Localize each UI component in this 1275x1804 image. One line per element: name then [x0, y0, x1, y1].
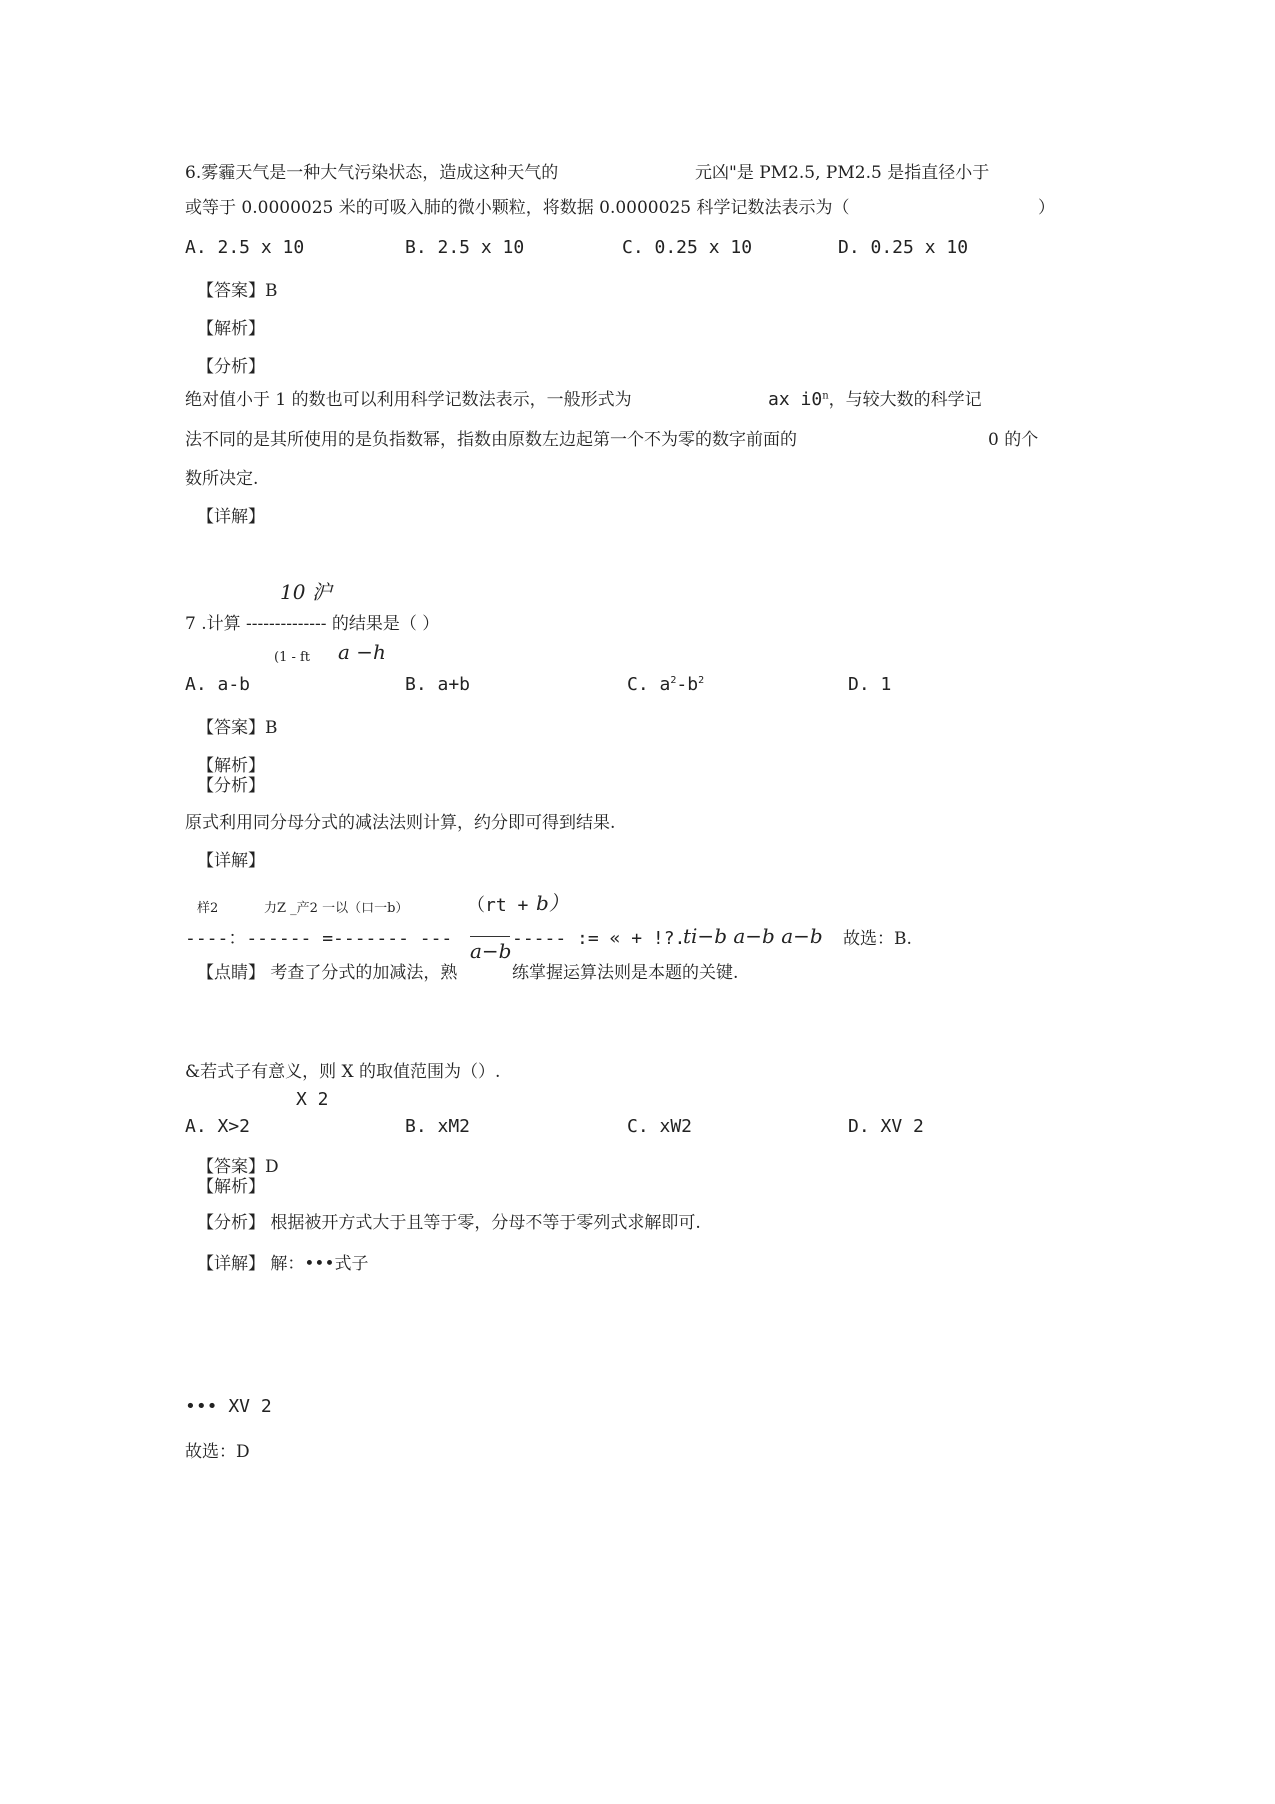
q7-fraction-denominator-prefix: (1 - ft [274, 650, 311, 665]
q8-jiexi-heading: 【解析】 [197, 1177, 265, 1197]
q6-option-c: C. 0.25 x 10 [622, 237, 753, 258]
q6-stem-line2-b: ） [1038, 198, 1055, 218]
q7-option-c-base: C. a [627, 674, 671, 695]
q7-work-top-1: 样2 [197, 901, 219, 916]
q6-analysis-formula: ax i0 [768, 389, 823, 410]
q6-analysis-line2-b: 0 的个 [988, 430, 1039, 450]
q7-option-c-mid: -b [676, 674, 699, 695]
q7-work-line-mid: ----- := « + !?. [512, 928, 686, 949]
q8-result: ••• XV 2 [185, 1396, 272, 1417]
q7-work-line-italic: ti−b a−b a−b [683, 924, 823, 948]
q7-option-c [627, 675, 704, 695]
q6-stem-line1-a: 6.雾霾天气是一种大气污染状态，造成这种天气的 [185, 163, 559, 183]
q6-jiexi-heading: 【解析】 [197, 319, 265, 339]
q7-fraction-denominator: a −h [338, 640, 386, 664]
q8-xiangjie: 【详解】 解：•••式子 [197, 1254, 369, 1274]
q6-analysis-formula-tail: ，与较大数的科学记 [828, 390, 982, 410]
q6-analysis-line2-a: 法不同的是其所使用的是负指数幂，指数由原数左边起第一个不为零的数字前面的 [185, 430, 797, 450]
q8-conclusion: 故选：D [185, 1442, 250, 1462]
q7-work-conclusion: 故选：B. [843, 929, 912, 949]
q6-option-d: D. 0.25 x 10 [838, 237, 969, 258]
q7-work-fraction-denominator: a−b [470, 939, 512, 963]
q7-work-top-2: 力Z _产2 一以（口一b） [264, 901, 409, 916]
q6-fenxi-heading: 【分析】 [197, 357, 265, 377]
q8-option-b: B. xM2 [405, 1116, 471, 1137]
q7-xiangjie-heading: 【详解】 [197, 851, 265, 871]
q8-stem-sub: X 2 [296, 1089, 329, 1110]
q6-analysis-exponent: n [822, 390, 829, 402]
q7-option-a: A. a-b [185, 674, 251, 695]
q7-option-d: D. 1 [848, 674, 892, 695]
q7-stem: 7 .计算 -------------- 的结果是（ ） [185, 614, 440, 634]
q6-option-a: A. 2.5 x 10 [185, 237, 305, 258]
q7-dianjing-b: 练掌握运算法则是本题的关键. [512, 963, 739, 983]
q7-analysis: 原式利用同分母分式的减法法则计算，约分即可得到结果. [185, 813, 616, 833]
q8-option-d: D. XV 2 [848, 1116, 924, 1137]
q7-work-fraction-bar [470, 936, 510, 937]
q6-analysis-line1-b [768, 390, 982, 410]
q7-work-top-3: （rt + [467, 895, 529, 916]
q6-stem-line2-a: 或等于 0.0000025 米的可吸入肺的微小颗粒，将数据 0.0000025 科学记数法表示为（ [185, 198, 850, 218]
q7-fraction-numerator: 10 沪 [280, 580, 332, 604]
q8-option-c: C. xW2 [627, 1116, 693, 1137]
q7-answer: 【答案】B [197, 718, 278, 738]
q7-fenxi-heading: 【分析】 [197, 776, 265, 796]
q6-stem-line1-b: 元凶"是 PM2.5, PM2.5 是指直径小于 [695, 163, 990, 183]
q7-option-b: B. a+b [405, 674, 471, 695]
q6-xiangjie-heading: 【详解】 [197, 507, 265, 527]
q7-option-c-exp2: 2 [698, 675, 705, 686]
q8-answer: 【答案】D [197, 1157, 279, 1177]
q7-work-line-left: ----：------ =------- --- [185, 928, 453, 949]
q6-analysis-line3: 数所决定. [185, 469, 259, 489]
q8-option-a: A. X>2 [185, 1116, 251, 1137]
q8-stem: &若式子有意义，则 X 的取值范围为（）. [185, 1062, 501, 1082]
q7-dianjing-a: 【点睛】 考查了分式的加减法，熟 [197, 963, 458, 983]
q8-fenxi: 【分析】 根据被开方式大于且等于零，分母不等于零列式求解即可. [197, 1213, 701, 1233]
q6-answer: 【答案】B [197, 281, 278, 301]
q7-jiexi-heading-cut: 【解析】 [197, 756, 265, 776]
q6-option-b: B. 2.5 x 10 [405, 237, 525, 258]
q7-option-c-exp1: 2 [670, 675, 677, 686]
q7-work-top-4: b） [536, 891, 569, 915]
q6-analysis-line1-a: 绝对值小于 1 的数也可以利用科学记数法表示，一般形式为 [185, 390, 632, 410]
